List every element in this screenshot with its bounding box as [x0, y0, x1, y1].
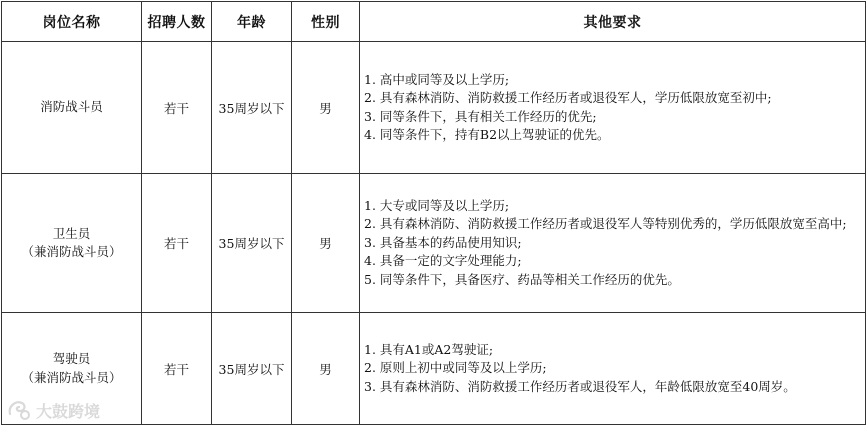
requirements-cell	[360, 313, 866, 425]
header-gender: 性别	[292, 2, 360, 42]
age-cell: 35周岁以下	[212, 174, 292, 313]
table-row	[2, 174, 866, 313]
count-cell: 若干	[142, 313, 212, 425]
position-note: （兼消防战斗员）	[21, 369, 122, 385]
header-position: 岗位名称	[2, 2, 142, 42]
gender-cell: 男	[292, 174, 360, 313]
table-row	[2, 42, 866, 174]
position-cell	[2, 174, 142, 313]
position-name: 卫生员	[52, 225, 91, 241]
table-header-row	[2, 2, 866, 42]
requirements-cell	[360, 174, 866, 313]
requirement-item: 1. 大专或同等及以上学历;	[364, 197, 510, 213]
gender-cell: 男	[292, 313, 360, 425]
recruitment-table	[1, 1, 866, 425]
watermark-text: 大鼓跨境	[36, 401, 101, 421]
requirement-item: 2. 原则上初中或同等及以上学历;	[364, 360, 547, 376]
requirements-list	[364, 197, 861, 290]
age-cell: 35周岁以下	[212, 313, 292, 425]
requirement-item: 3. 具有森林消防、消防救援工作经历者或退役军人，年龄低限放宽至40周岁。	[364, 378, 796, 394]
requirement-item: 2. 具有森林消防、消防救援工作经历者或退役军人，学历低限放宽至初中;	[364, 90, 772, 105]
requirement-item: 4. 具备一定的文字处理能力;	[364, 253, 522, 269]
header-requirements: 其他要求	[360, 2, 866, 42]
position-name: 消防战斗员	[40, 99, 103, 115]
requirements-cell	[360, 42, 866, 174]
position-cell	[2, 42, 142, 174]
age-cell: 35周岁以下	[212, 42, 292, 174]
requirement-item: 3. 具备基本的药品使用知识;	[364, 234, 522, 250]
header-count: 招聘人数	[142, 2, 212, 42]
gender-cell: 男	[292, 42, 360, 174]
position-cell	[2, 313, 142, 425]
requirement-item: 1. 高中或同等及以上学历;	[364, 71, 510, 87]
requirement-item: 1. 具有A1或A2驾驶证;	[364, 341, 494, 357]
requirements-list	[364, 341, 861, 397]
requirement-item: 3. 同等条件下，具有相关工作经历的优先;	[364, 108, 597, 124]
count-cell: 若干	[142, 42, 212, 174]
requirement-item: 4. 同等条件下，持有B2以上驾驶证的优先。	[364, 127, 610, 142]
header-age: 年龄	[212, 2, 292, 42]
table-row	[2, 313, 866, 425]
position-name: 驾驶员	[52, 351, 91, 366]
requirements-list	[364, 71, 861, 145]
requirement-item: 5. 同等条件下，具备医疗、药品等相关工作经历的优先。	[364, 271, 680, 287]
count-cell: 若干	[142, 174, 212, 313]
requirement-item: 2. 具有森林消防、消防救援工作经历者或退役军人等特别优秀的，学历低限放宽至高中;	[364, 216, 847, 232]
position-note: （兼消防战斗员）	[21, 244, 122, 259]
